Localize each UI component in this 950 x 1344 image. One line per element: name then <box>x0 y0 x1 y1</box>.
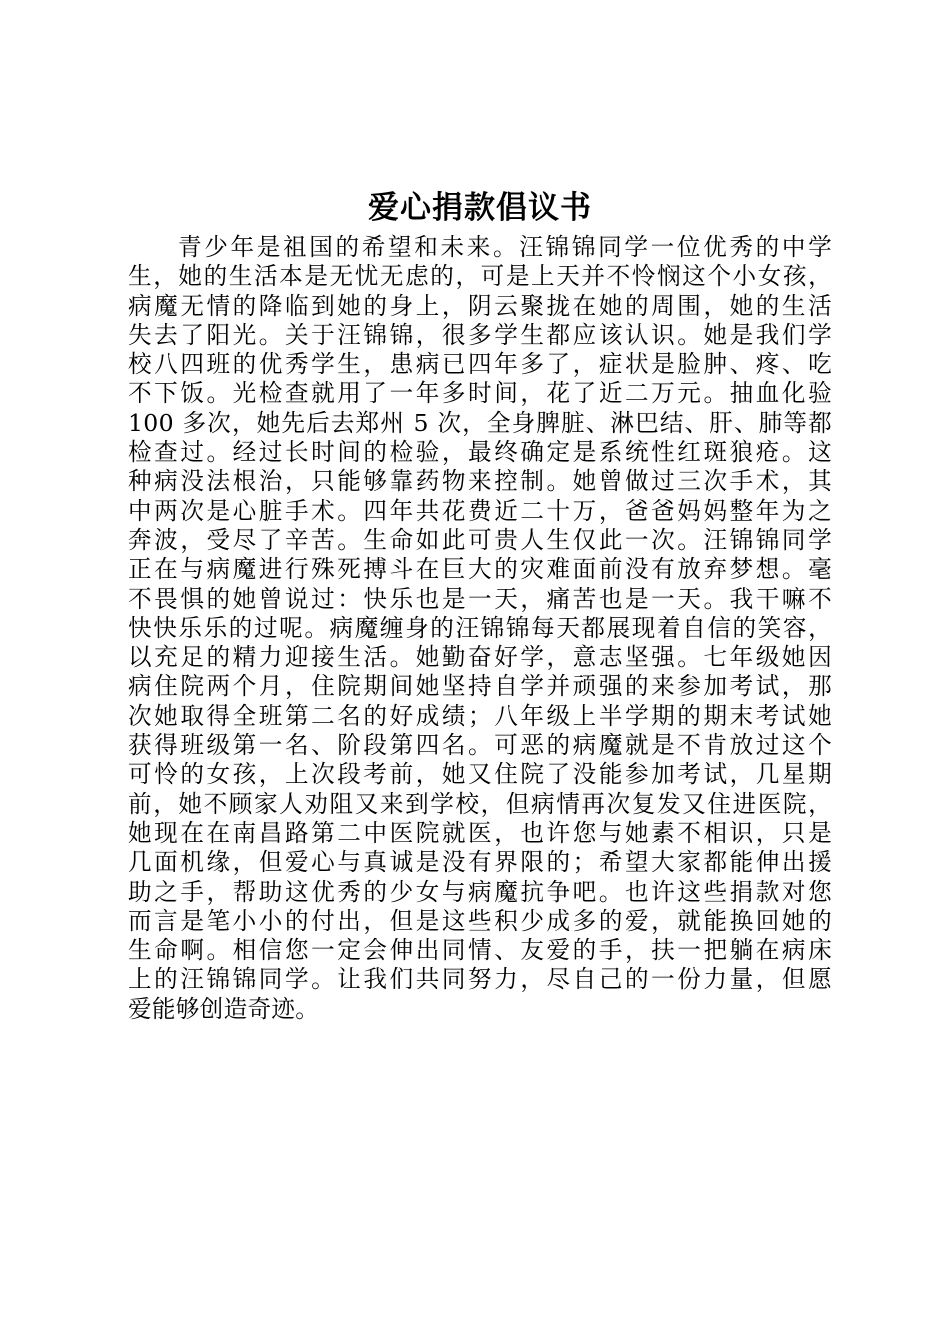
body-line: 生命啊。相信您一定会伸出同情、友爱的手，扶一把躺在病床 <box>128 936 832 965</box>
body-line: 病住院两个月，住院期间她坚持自学并顽强的来参加考试，那 <box>128 672 832 701</box>
body-line: 种病没法根治，只能够靠药物来控制。她曾做过三次手术，其 <box>128 467 832 496</box>
body-line: 可怜的女孩，上次段考前，她又住院了没能参加考试，几星期 <box>128 760 832 789</box>
body-line: 快快乐乐的过呢。病魔缠身的汪锦锦每天都展现着自信的笑容， <box>128 613 832 642</box>
body-line: 几面机缘，但爱心与真诚是没有界限的；希望大家都能伸出援 <box>128 848 832 877</box>
body-line: 而言是笔小小的付出，但是这些积少成多的爱，就能换回她的 <box>128 906 832 935</box>
body-line: 青少年是祖国的希望和未来。汪锦锦同学一位优秀的中学 <box>178 233 832 261</box>
body-line: 不下饭。光检查就用了一年多时间，花了近二万元。抽血化验 <box>128 379 832 408</box>
body-line: 以充足的精力迎接生活。她勤奋好学，意志坚强。七年级她因 <box>128 643 832 672</box>
body-line: 次她取得全班第二名的好成绩；八年级上半学期的期末考试她 <box>128 701 832 730</box>
body-line: 获得班级第一名、阶段第四名。可恶的病魔就是不肯放过这个 <box>128 731 832 760</box>
body-line: 奔波，受尽了辛苦。生命如此可贵人生仅此一次。汪锦锦同学 <box>128 525 832 554</box>
body-line: 中两次是心脏手术。四年共花费近二十万，爸爸妈妈整年为之 <box>128 496 832 525</box>
body-line: 100 多次，她先后去郑州 5 次，全身脾脏、淋巴结、肝、肺等都 <box>128 408 832 437</box>
body-line: 爱能够创造奇迹。 <box>128 994 320 1023</box>
body-line: 校八四班的优秀学生，患病已四年多了，症状是脸肿、疼、吃 <box>128 350 832 379</box>
body-line: 她现在在南昌路第二中医院就医，也许您与她素不相识，只是 <box>128 818 832 847</box>
body-line: 不畏惧的她曾说过：快乐也是一天，痛苦也是一天。我干嘛不 <box>128 584 832 613</box>
body-line: 前，她不顾家人劝阻又来到学校，但病情再次复发又住进医院， <box>128 789 832 818</box>
body-line: 生，她的生活本是无忧无虑的，可是上天并不怜悯这个小女孩， <box>128 262 832 291</box>
body-line: 病魔无情的降临到她的身上，阴云聚拢在她的周围，她的生活 <box>128 291 832 320</box>
body-line: 检查过。经过长时间的检验，最终确定是系统性红斑狼疮。这 <box>128 438 832 467</box>
document-body <box>128 233 832 1024</box>
body-line: 上的汪锦锦同学。让我们共同努力，尽自己的一份力量，但愿 <box>128 965 832 994</box>
body-line: 失去了阳光。关于汪锦锦，很多学生都应该认识。她是我们学 <box>128 320 832 349</box>
body-line: 助之手，帮助这优秀的少女与病魔抗争吧。也许这些捐款对您 <box>128 877 832 906</box>
body-line: 正在与病魔进行殊死搏斗在巨大的灾难面前没有放弃梦想。毫 <box>128 555 832 584</box>
document-title: 爱心捐款倡议书 <box>368 190 592 226</box>
